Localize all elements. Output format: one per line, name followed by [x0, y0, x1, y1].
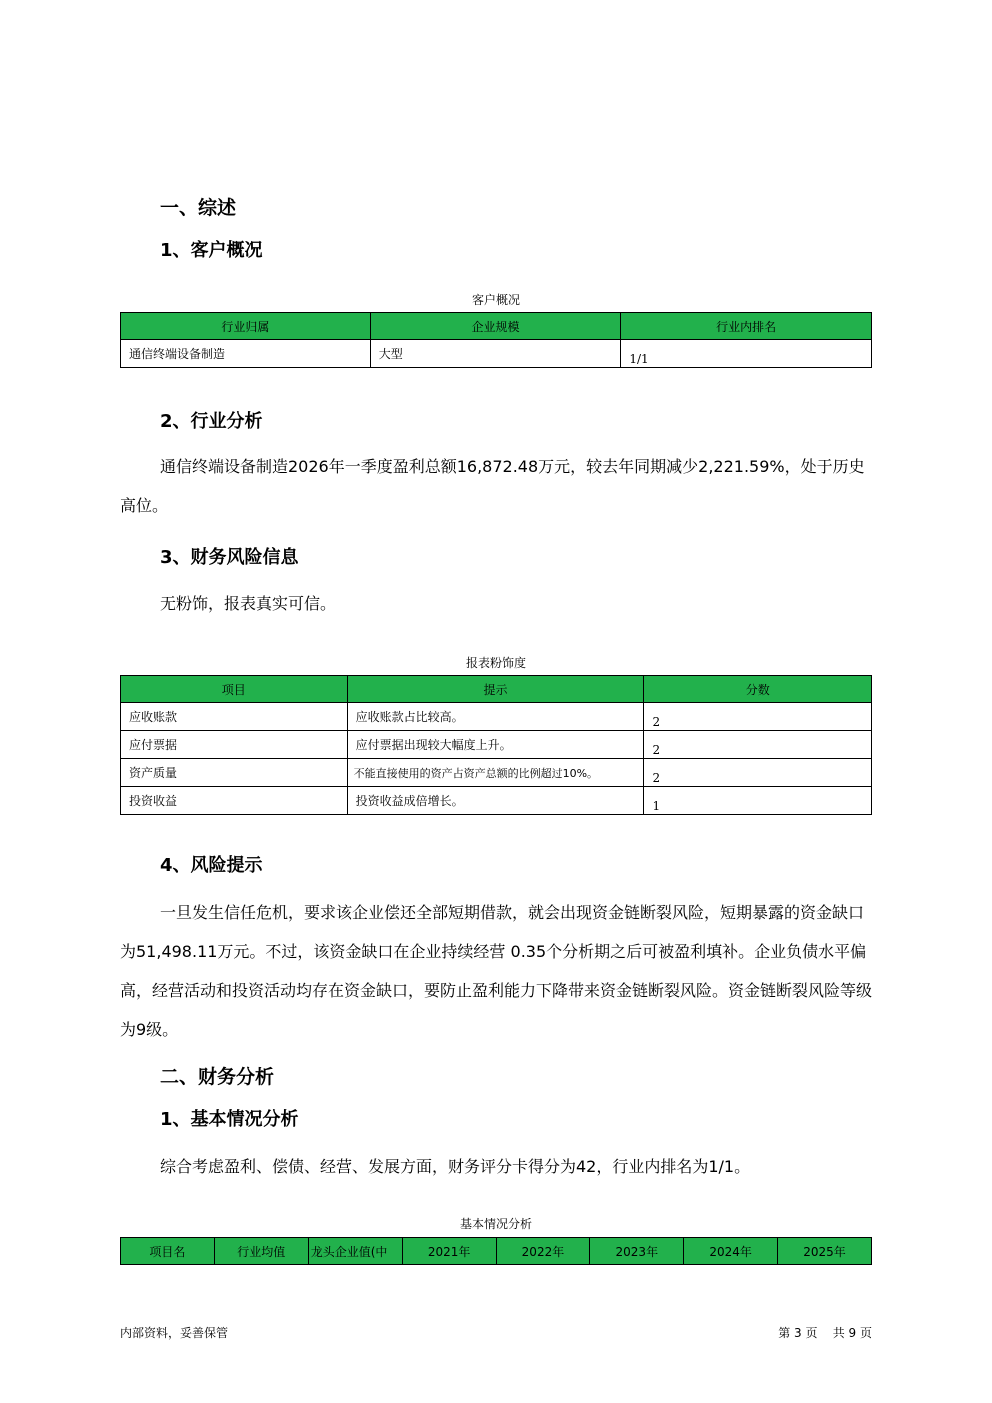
table-cell: 2	[644, 759, 872, 787]
table-cell: 应付票据	[121, 731, 348, 759]
table-cell: 通信终端设备制造	[121, 340, 371, 368]
table-row	[121, 787, 872, 815]
table-cell: 1	[644, 787, 872, 815]
table-caption-statement-embellishment: 报表粉饰度	[465, 656, 526, 670]
table-cell: 应付票据出现较大幅度上升。	[347, 731, 644, 759]
statement-embellishment-table	[120, 675, 872, 815]
column-header: 分数	[644, 676, 872, 703]
subsection-title-client-overview: 1、客户概况	[160, 240, 263, 261]
table-header-row	[121, 1238, 872, 1265]
client-overview-table	[120, 312, 872, 368]
subsection-title-risk-warning: 4、风险提示	[160, 855, 263, 876]
table-cell: 2	[644, 703, 872, 731]
column-header: 行业内排名	[621, 313, 872, 340]
table-cell: 不能直接使用的资产占资产总额的比例超过10%。	[347, 759, 644, 787]
column-header: 2022年	[496, 1238, 590, 1265]
column-header: 2023年	[590, 1238, 684, 1265]
column-header: 2024年	[684, 1238, 778, 1265]
table-cell: 1/1	[621, 340, 872, 368]
column-header: 龙头企业值(中	[308, 1238, 402, 1265]
table-row	[121, 731, 872, 759]
table-row	[121, 759, 872, 787]
column-header: 项目	[121, 676, 348, 703]
table-cell: 资产质量	[121, 759, 348, 787]
table-header-row	[121, 313, 872, 340]
column-header: 2025年	[778, 1238, 872, 1265]
table-cell: 2	[644, 731, 872, 759]
footer-confidential-note: 内部资料，妥善保管	[120, 1326, 229, 1340]
table-cell: 大型	[370, 340, 621, 368]
subsection-title-basic-analysis: 1、基本情况分析	[160, 1109, 299, 1130]
column-header: 行业均值	[214, 1238, 308, 1265]
table-cell: 应收账款占比较高。	[347, 703, 644, 731]
subsection-title-financial-risk: 3、财务风险信息	[160, 547, 299, 568]
column-header: 提示	[347, 676, 644, 703]
column-header: 2021年	[402, 1238, 496, 1265]
risk-warning-paragraph: 一旦发生信任危机，要求该企业偿还全部短期借款，就会出现资金链断裂风险，短期暴露的资金缺口为51,498.11万元。不过，该资金缺口在企业持续经营 0.35个分析期之后可被盈利填补。企业负债水平偏高，经营活动和投资活动均存在资金缺口，要防止盈利能力下降带来资金链断裂风险。资金链断裂风险等级为9级。	[120, 903, 873, 1039]
table-row	[121, 703, 872, 731]
basic-analysis-paragraph: 综合考虑盈利、偿债、经营、发展方面，财务评分卡得分为42，行业内排名为1/1。	[160, 1157, 751, 1176]
table-header-row	[121, 676, 872, 703]
footer-page-number: 第 3 页 共 9 页	[778, 1326, 872, 1340]
column-header: 企业规模	[370, 313, 621, 340]
column-header: 项目名	[121, 1238, 215, 1265]
table-cell: 应收账款	[121, 703, 348, 731]
table-caption-basic-analysis: 基本情况分析	[459, 1217, 532, 1231]
section-title-overview: 一、综述	[160, 197, 237, 219]
table-row	[121, 340, 872, 368]
column-header: 行业归属	[121, 313, 371, 340]
subsection-title-industry-analysis: 2、行业分析	[160, 411, 263, 432]
industry-analysis-paragraph: 通信终端设备制造2026年一季度盈利总额16,872.48万元，较去年同期减少2,221.59%，处于历史高位。	[120, 457, 865, 515]
table-caption-client-overview: 客户概况	[471, 293, 520, 307]
table-cell: 投资收益成倍增长。	[347, 787, 644, 815]
financial-risk-paragraph: 无粉饰，报表真实可信。	[160, 594, 337, 613]
table-cell: 投资收益	[121, 787, 348, 815]
section-title-financial-analysis: 二、财务分析	[160, 1066, 275, 1088]
basic-analysis-table	[120, 1237, 872, 1265]
